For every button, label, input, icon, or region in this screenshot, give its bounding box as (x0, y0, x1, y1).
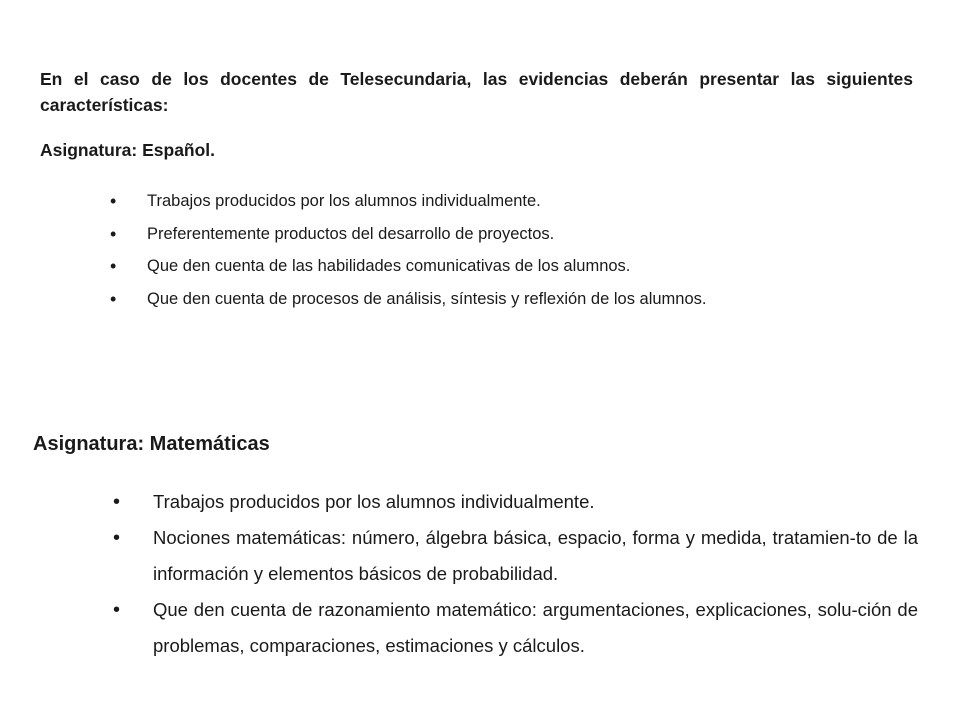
list-item (113, 520, 918, 592)
bullet-icon: • (110, 223, 117, 244)
espanol-evidence-list (110, 187, 910, 317)
list-item-text: Que den cuenta de las habilidades comunicativas de los alumnos. (147, 257, 631, 275)
list-item (113, 592, 918, 664)
bullet-icon: • (113, 527, 121, 549)
matematicas-evidence-list (113, 484, 918, 664)
subject-title-matematicas: Asignatura: Matemáticas (33, 433, 270, 455)
list-item-text: Trabajos producidos por los alumnos individualmente. (147, 192, 541, 210)
list-item (110, 285, 910, 318)
bullet-icon: • (110, 288, 117, 309)
bullet-icon: • (110, 256, 117, 276)
list-item-text: Que den cuenta de procesos de análisis, síntesis y reflexión de los alumnos. (147, 289, 707, 308)
list-item-text: Que den cuenta de razonamiento matemático: argumentaciones, explicaciones, solu-ción de problemas, comparaciones, estimaciones y cálculos. (153, 599, 918, 656)
bullet-icon: • (110, 191, 117, 211)
list-item (110, 220, 910, 253)
list-item-text: Trabajos producidos por los alumnos individualmente. (153, 491, 595, 512)
list-item (113, 484, 918, 520)
list-item (110, 252, 910, 285)
intro-paragraph: En el caso de los docentes de Telesecundaria, las evidencias deberán presentar las siguientes características: (40, 69, 913, 115)
list-item-text: Preferentemente productos del desarrollo de proyectos. (147, 224, 555, 243)
bullet-icon: • (113, 491, 121, 513)
bullet-icon: • (113, 599, 121, 621)
list-item-text: Nociones matemáticas: número, álgebra básica, espacio, forma y medida, tratamien-to de la información y elementos básicos de probabilidad. (153, 527, 918, 584)
subject-title-espanol: Asignatura: Español. (40, 140, 216, 160)
list-item (110, 187, 910, 220)
